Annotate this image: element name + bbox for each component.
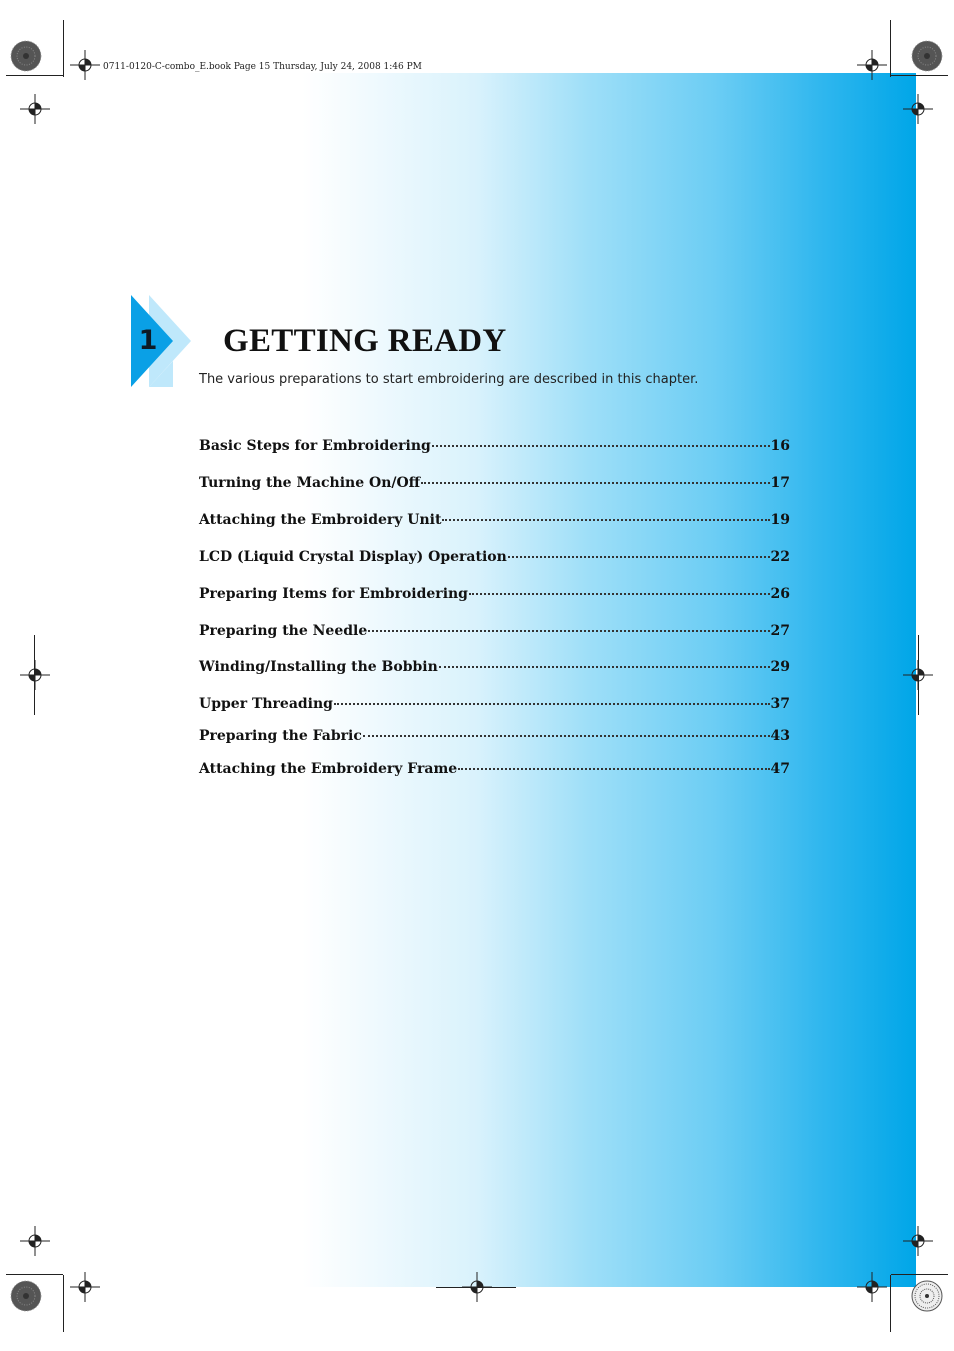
registration-mark-icon [70,50,100,80]
crop-mark [918,635,919,715]
toc-page-number: 27 [770,623,790,639]
chapter-title: GETTING READY [223,323,507,359]
toc-entry-title: Upper Threading [199,696,333,712]
registration-mark-icon [20,94,50,124]
toc-entry-title: Preparing Items for Embroidering [199,586,468,602]
registration-mark-icon [20,660,50,690]
crop-mark [6,1274,63,1275]
toc-dot-leader [469,593,770,595]
toc-entry[interactable] [199,512,790,528]
toc-page-number: 17 [770,475,790,491]
print-rosette-icon [911,40,943,72]
crop-mark [891,1274,948,1275]
registration-mark-icon [857,1272,887,1302]
toc-page-number: 16 [770,438,790,454]
toc-page-number: 43 [770,728,790,744]
toc-entry[interactable] [199,549,790,565]
toc-entry-title: Preparing the Fabric [199,728,362,744]
toc-page-number: 29 [770,659,790,675]
toc-dot-leader [458,768,769,770]
toc-dot-leader [421,482,769,484]
toc-entry[interactable] [199,475,790,491]
crop-mark [436,1287,516,1288]
toc-page-number: 37 [770,696,790,712]
registration-mark-icon [903,94,933,124]
crop-mark [63,20,64,77]
toc-entry-title: Turning the Machine On/Off [199,475,421,491]
print-rosette-icon [10,40,42,72]
toc-entry[interactable] [199,623,790,639]
crop-mark [6,75,63,76]
crop-mark [34,635,35,715]
toc-page-number: 22 [770,549,790,565]
crop-mark [63,1275,64,1332]
crop-mark [891,75,948,76]
chapter-gradient-background [0,73,916,1287]
toc-entry[interactable] [199,438,790,454]
print-rosette-icon [911,1280,943,1312]
toc-dot-leader [363,735,770,737]
toc-entry-title: Attaching the Embroidery Frame [199,761,458,777]
crop-mark [890,20,891,77]
print-rosette-icon [10,1280,42,1312]
toc-entry-title: Preparing the Needle [199,623,368,639]
registration-mark-icon [903,1226,933,1256]
toc-entry[interactable] [199,659,790,675]
toc-dot-leader [439,666,770,668]
toc-page-number: 47 [770,761,790,777]
registration-mark-icon [20,1226,50,1256]
toc-page-number: 26 [770,586,790,602]
chapter-description: The various preparations to start embroidering are described in this chapter. [199,372,699,387]
toc-entry[interactable] [199,761,790,777]
toc-dot-leader [334,703,770,705]
toc-dot-leader [432,445,770,447]
toc-page-number: 19 [770,512,790,528]
toc-entry-title: Attaching the Embroidery Unit [199,512,442,528]
toc-entry-title: Basic Steps for Embroidering [199,438,431,454]
chapter-number: 1 [138,325,158,356]
toc-dot-leader [442,519,769,521]
toc-dot-leader [368,630,769,632]
registration-mark-icon [857,50,887,80]
toc-dot-leader [508,556,770,558]
toc-entry[interactable] [199,728,790,744]
toc-entry[interactable] [199,696,790,712]
toc-entry-title: LCD (Liquid Crystal Display) Operation [199,549,507,565]
toc-entry[interactable] [199,586,790,602]
print-slug-line: 0711-0120-C-combo_E.book Page 15 Thursday, July 24, 2008 1:46 PM [103,62,422,72]
crop-mark [890,1275,891,1332]
toc-entry-title: Winding/Installing the Bobbin [199,659,438,675]
registration-mark-icon [70,1272,100,1302]
